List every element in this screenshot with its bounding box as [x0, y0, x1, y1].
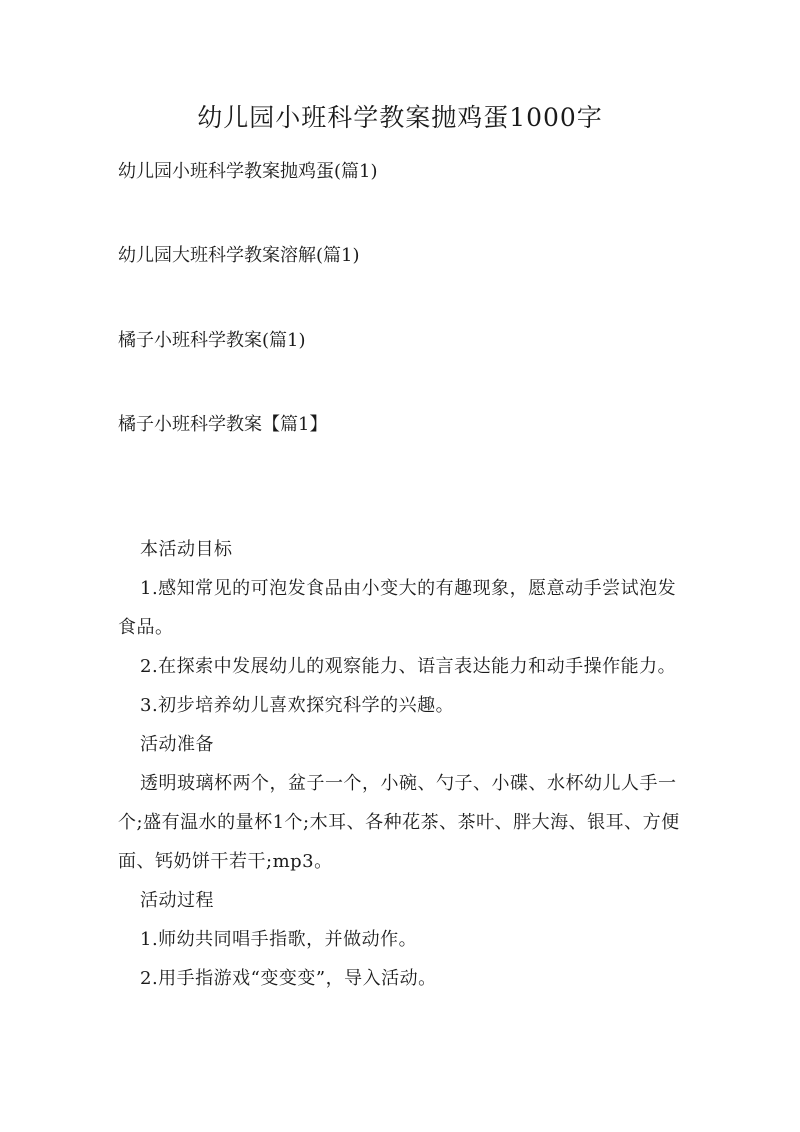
paragraph: 2.在探索中发展幼儿的观察能力、语言表达能力和动手操作能力。: [140, 656, 677, 677]
paragraph: 3.初步培养幼儿喜欢探究科学的兴趣。: [140, 695, 455, 716]
paragraph: 透明玻璃杯两个，盆子一个，小碗、勺子、小碟、水杯幼儿人手一个;盛有温水的量杯1个;木耳、各种花茶、茶叶、胖大海、银耳、方便面、钙奶饼干若干;mp3。: [118, 773, 680, 872]
section-heading: 活动准备: [140, 734, 214, 755]
toc-item: 幼儿园小班科学教案抛鸡蛋(篇1): [118, 161, 378, 182]
toc-item: 橘子小班科学教案(篇1): [118, 330, 306, 351]
paragraph: 1.师幼共同唱手指歌，并做动作。: [140, 929, 418, 950]
paragraph: 1.感知常见的可泡发食品由小变大的有趣现象，愿意动手尝试泡发食品。: [118, 578, 677, 638]
body-text: [118, 530, 688, 998]
section-heading: 活动过程: [140, 890, 214, 911]
document-title: 幼儿园小班科学教案抛鸡蛋1000字: [197, 103, 603, 132]
section-heading: 本活动目标: [140, 539, 233, 560]
toc-item: 橘子小班科学教案【篇1】: [118, 414, 328, 435]
paragraph: 2.用手指游戏“变变变”，导入活动。: [140, 968, 437, 989]
toc-item: 幼儿园大班科学教案溶解(篇1): [118, 245, 360, 266]
